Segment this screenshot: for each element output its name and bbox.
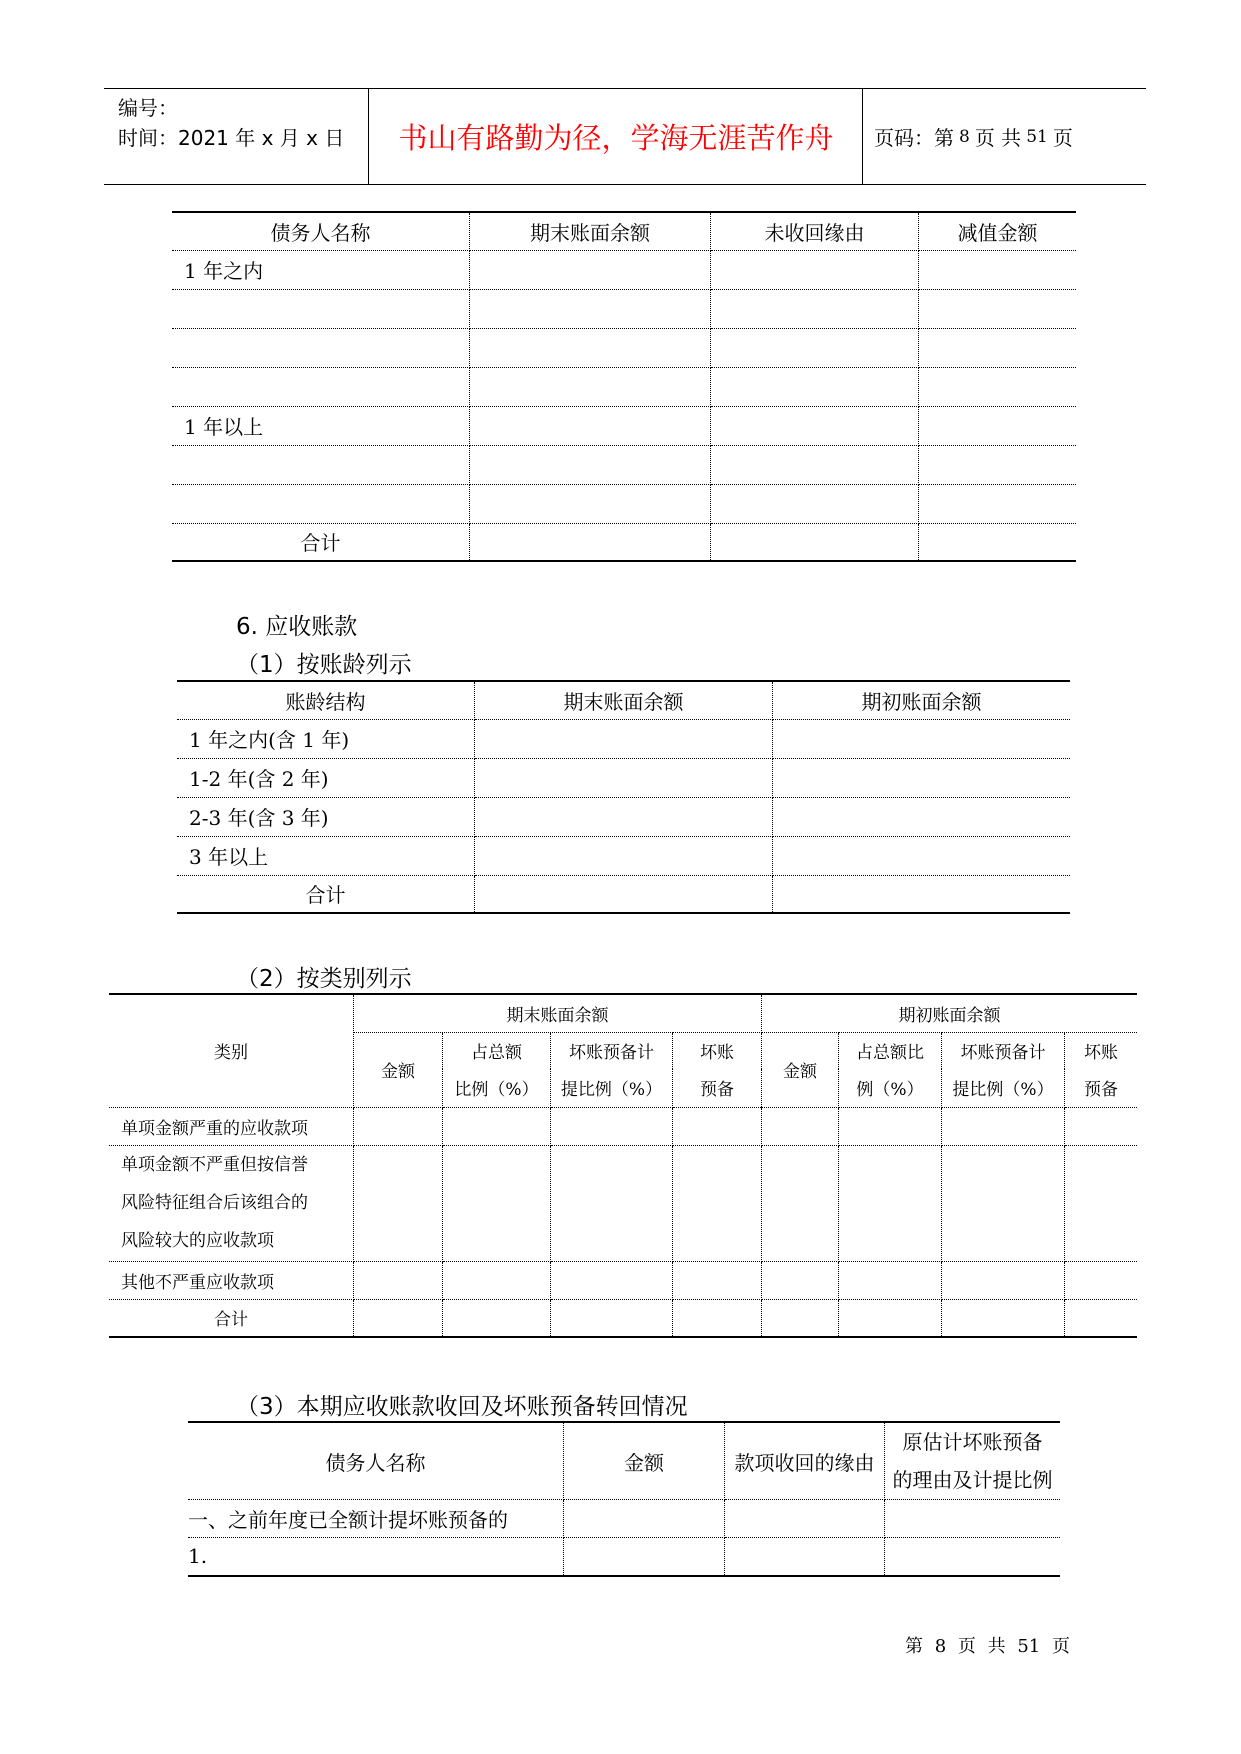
table-row	[172, 289, 1076, 328]
header-line: 的理由及计提比例	[892, 1468, 1053, 1492]
col-header-prov-begin-2: 提比例（%）	[942, 1069, 1065, 1107]
total-row	[172, 523, 1076, 561]
subsection-2-title: （2）按类别列示	[236, 966, 412, 992]
table-row	[188, 1500, 1060, 1538]
row-label	[109, 1145, 354, 1261]
time-label: 时间：2021 年 x 月 x 日	[118, 126, 345, 150]
row-label	[172, 484, 470, 523]
total-label: 合计	[177, 875, 475, 913]
row-label-line: 风险特征组合后该组合的	[121, 1193, 308, 1213]
total-row	[109, 1299, 1137, 1337]
impairment-table	[172, 211, 1076, 562]
row-label-line: 单项金额不严重但按信誉	[121, 1155, 308, 1175]
page-total: 51	[1026, 126, 1048, 147]
header-page-number	[874, 89, 1073, 184]
col-header-amount-begin: 金额	[762, 1032, 839, 1107]
table-row	[172, 250, 1076, 289]
row-label-line: 风险较大的应收款项	[121, 1231, 274, 1251]
recovery-table	[188, 1421, 1060, 1577]
table-row	[177, 758, 1070, 797]
col-header-ratio-begin-1: 占总额比	[839, 1032, 942, 1069]
table-row	[172, 367, 1076, 406]
col-header-impairment: 减值金额	[919, 212, 1077, 250]
table-row	[188, 1538, 1060, 1576]
subsection-1-title: （1）按账龄列示	[236, 652, 412, 678]
header-divider-right	[862, 89, 863, 184]
col-header-debtor: 债务人名称	[172, 212, 470, 250]
row-label	[172, 367, 470, 406]
table-row	[109, 1107, 1137, 1145]
row-label: 2-3 年(含 3 年)	[177, 797, 475, 836]
header-motto: 书山有路勤为径，学海无涯苦作舟	[398, 121, 834, 155]
row-label: 1 年以上	[172, 406, 470, 445]
header-line: 原估计坏账预备	[902, 1430, 1043, 1454]
row-label: 一、之前年度已全额计提坏账预备的	[188, 1500, 564, 1538]
row-label	[172, 328, 470, 367]
col-header-amount-end: 金额	[354, 1032, 443, 1107]
col-header-amount: 金额	[564, 1422, 725, 1500]
total-label: 合计	[172, 523, 470, 561]
subsection-3-title: （3）本期应收账款收回及坏账预备转回情况	[236, 1394, 688, 1420]
col-header-end-balance: 期末账面余额	[475, 681, 773, 719]
col-header-prov-end-2: 提比例（%）	[551, 1069, 673, 1107]
col-header-ratio-begin-2: 例（%）	[839, 1069, 942, 1107]
row-label: 1-2 年(含 2 年)	[177, 758, 475, 797]
section-title: 6. 应收账款	[236, 614, 358, 640]
col-header-original-estimate	[885, 1422, 1061, 1500]
row-label: 单项金额严重的应收款项	[109, 1107, 354, 1145]
row-label	[172, 445, 470, 484]
col-header-reason: 未收回缘由	[711, 212, 919, 250]
row-label: 1 年之内	[172, 250, 470, 289]
page-mid: 页 共	[974, 126, 1022, 150]
row-label	[172, 289, 470, 328]
table-row	[177, 836, 1070, 875]
table-row	[172, 406, 1076, 445]
col-header-prov-begin-1: 坏账预备计	[942, 1032, 1065, 1069]
page-prefix: 页码：第	[874, 126, 954, 150]
col-header-begin-balance: 期初账面余额	[773, 681, 1071, 719]
col-header-ratio-end-1: 占总额	[443, 1032, 551, 1069]
row-label: 1 年之内(含 1 年)	[177, 719, 475, 758]
page-num: 8	[959, 126, 970, 147]
total-row	[177, 875, 1070, 913]
page-footer: 第 8 页 共 51 页	[905, 1636, 1070, 1657]
table-row	[177, 719, 1070, 758]
page-suffix: 页	[1052, 126, 1073, 150]
table-row	[109, 1261, 1137, 1299]
row-label: 1.	[188, 1538, 564, 1576]
col-header-aging: 账龄结构	[177, 681, 475, 719]
col-header-bad-end-1: 坏账	[673, 1032, 762, 1069]
col-header-end-balance: 期末账面余额	[470, 212, 711, 250]
col-header-ratio-end-2: 比例（%）	[443, 1069, 551, 1107]
category-table	[109, 993, 1137, 1338]
col-header-prov-end-1: 坏账预备计	[551, 1032, 673, 1069]
serial-label: 编号：	[118, 96, 178, 120]
table-row	[109, 1145, 1137, 1261]
col-header-reason: 款项收回的缘由	[725, 1422, 885, 1500]
header-meta	[118, 93, 344, 153]
table-row	[177, 797, 1070, 836]
col-group-end-balance: 期末账面余额	[354, 994, 762, 1032]
col-header-bad-begin-2: 预备	[1065, 1069, 1138, 1107]
page-header	[104, 88, 1146, 185]
row-label: 其他不严重应收款项	[109, 1261, 354, 1299]
col-header-category: 类别	[109, 994, 354, 1107]
table-row	[172, 484, 1076, 523]
row-label: 3 年以上	[177, 836, 475, 875]
col-group-begin-balance: 期初账面余额	[762, 994, 1138, 1032]
table-row	[172, 328, 1076, 367]
col-header-debtor: 债务人名称	[188, 1422, 564, 1500]
table-row	[172, 445, 1076, 484]
col-header-bad-begin-1: 坏账	[1084, 1043, 1118, 1064]
aging-table	[177, 680, 1070, 914]
total-label: 合计	[109, 1299, 354, 1337]
col-header-bad-end-2: 预备	[673, 1069, 762, 1107]
